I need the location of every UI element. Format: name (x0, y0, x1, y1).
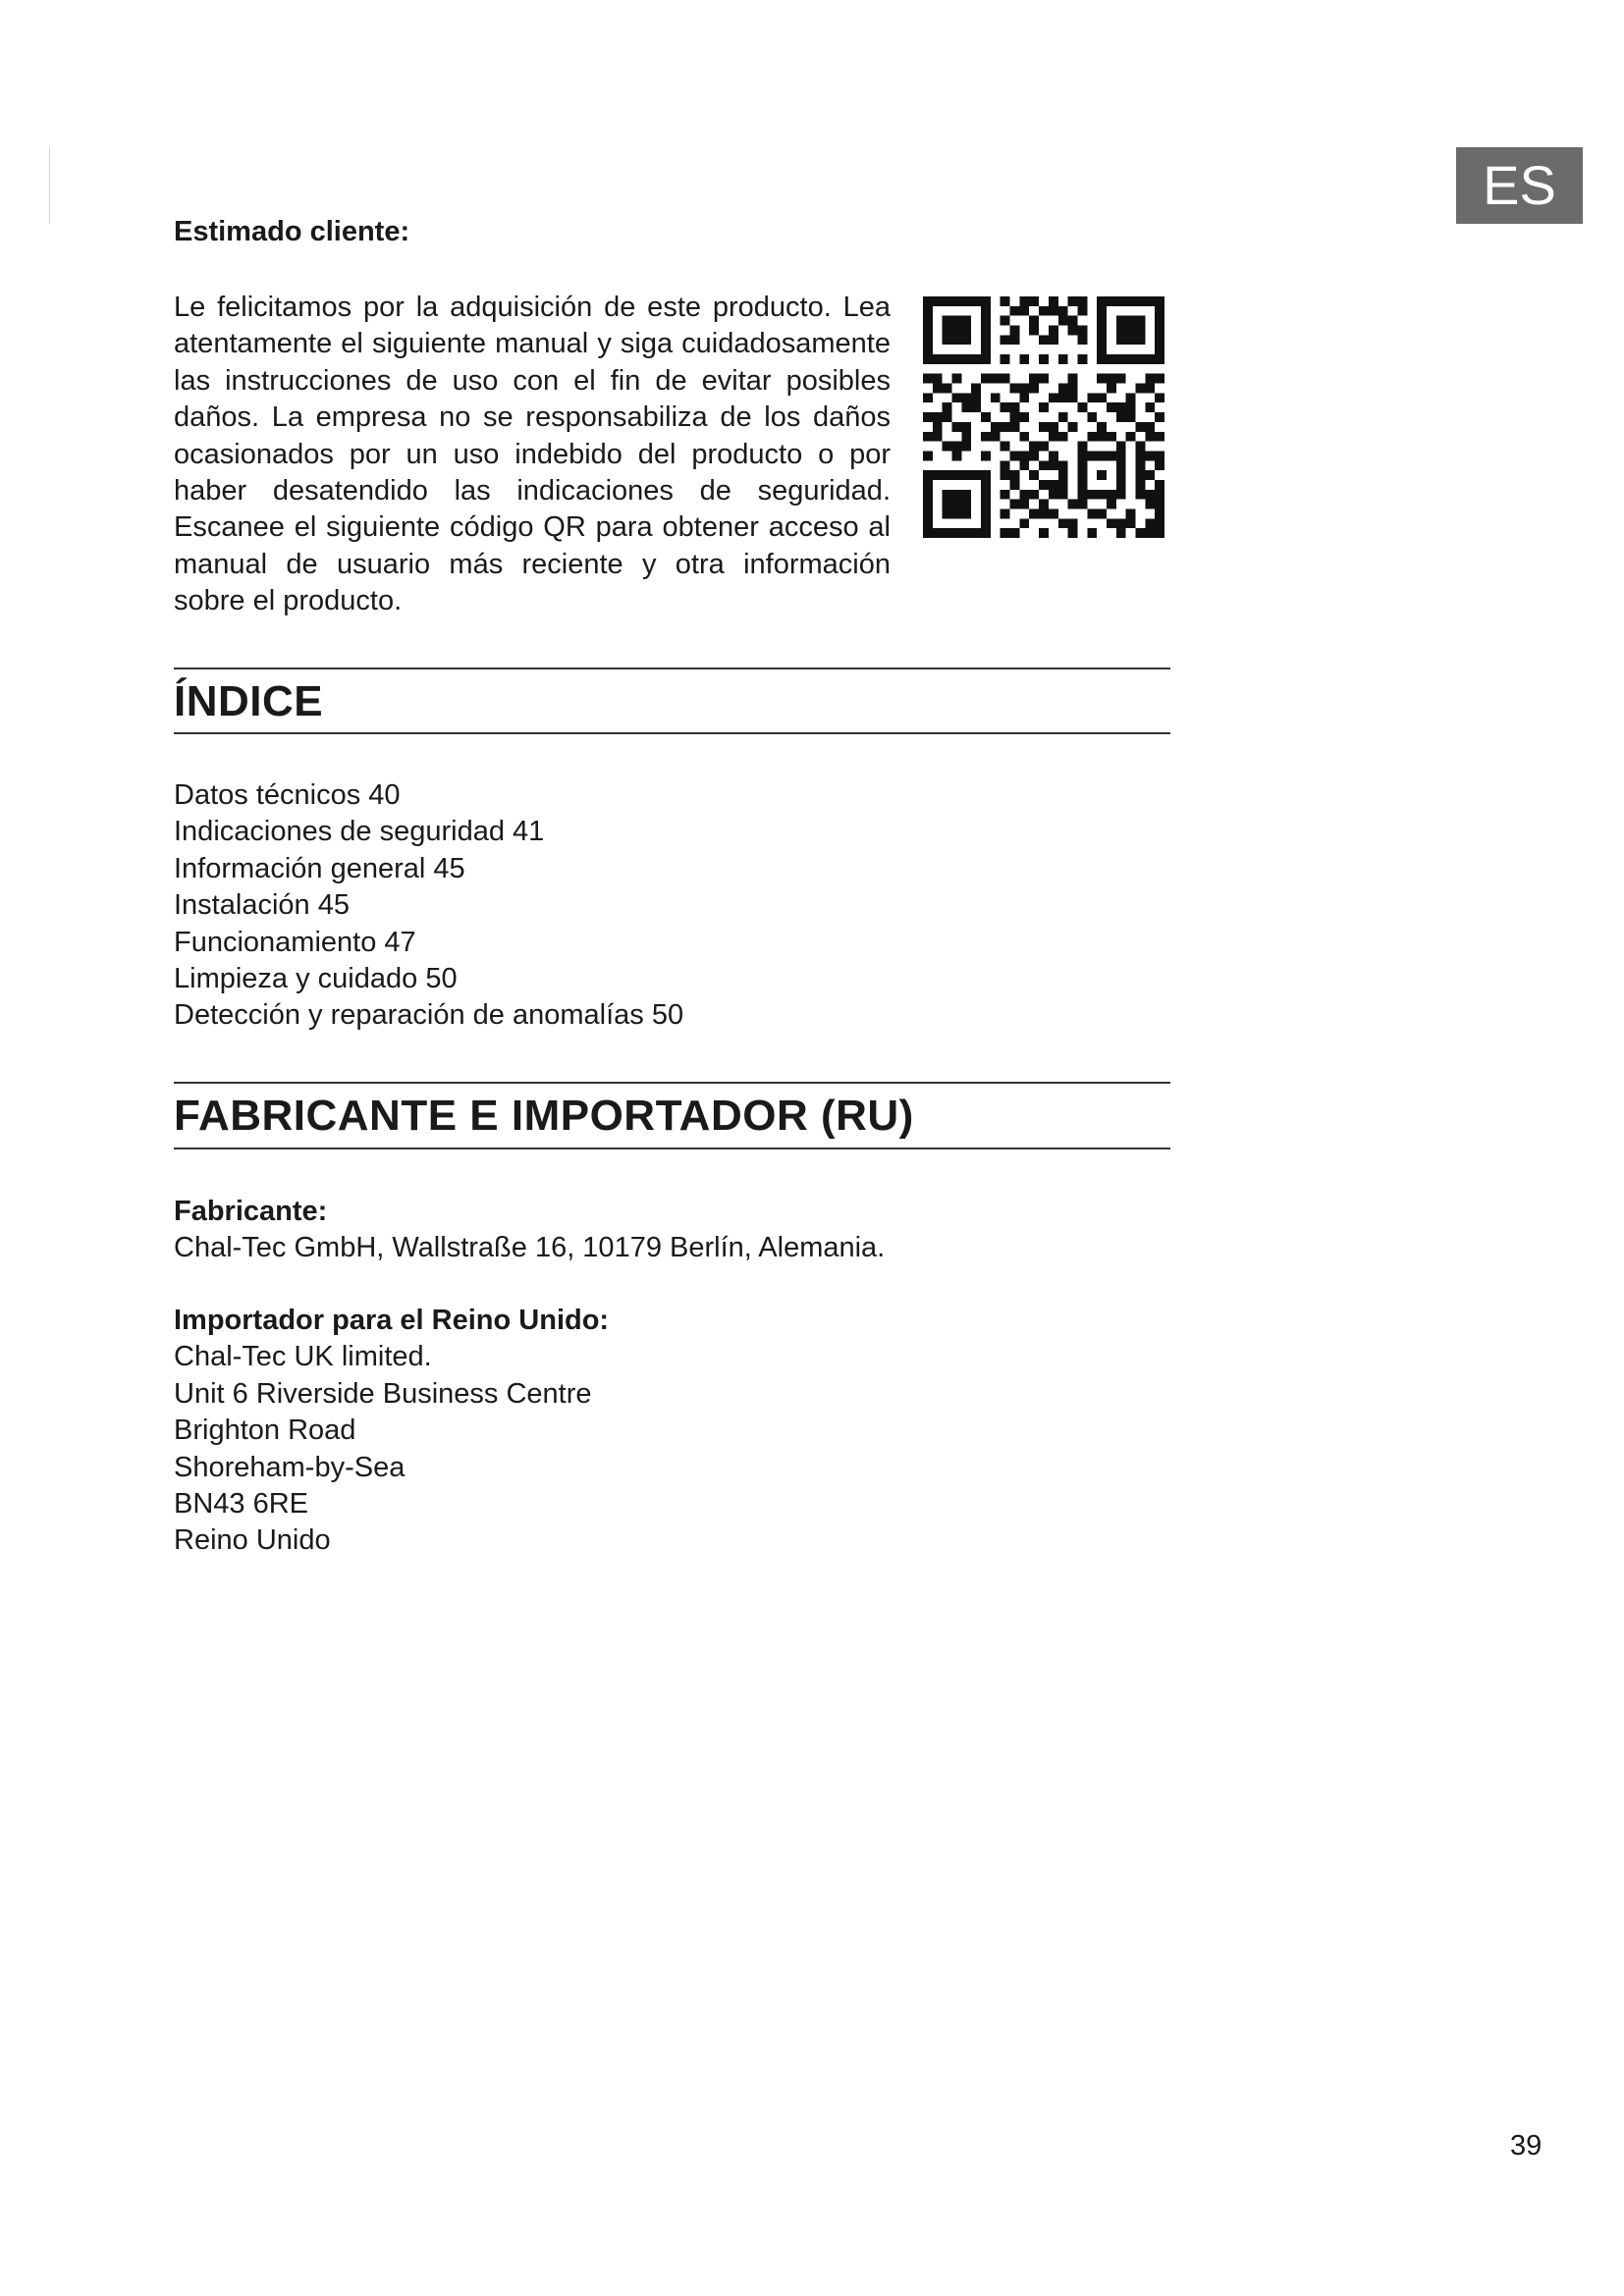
page-number: 39 (1510, 2130, 1543, 2162)
index-rule-top (174, 667, 1170, 669)
importer-address-line: Brighton Road (174, 1415, 356, 1447)
importer-block (174, 1303, 609, 1560)
index-rule-bottom (174, 732, 1170, 734)
intro-paragraph: Le felicitamos por la adquisición de este producto. Lea atentamente el siguiente manual y siga cuidadosamente las instrucciones de uso con el fin de evitar posibles daños. La empresa no se responsabiliza de los daños ocasionados por un uso indebido del producto o por haber desatendido las indicaciones de seguridad. Escanee el siguiente código QR para obtener acceso al manual de usuario más reciente y otra información sobre el producto. (174, 292, 891, 617)
toc-item[interactable]: Limpieza y cuidado 50 (174, 963, 458, 995)
importer-address-line: Reino Unido (174, 1524, 331, 1557)
toc-item[interactable]: Indicaciones de seguridad 41 (174, 816, 545, 848)
toc-item[interactable]: Información general 45 (174, 852, 465, 884)
index-title: ÍNDICE (174, 677, 324, 725)
margin-rule (49, 147, 50, 224)
importer-label: Importador para el Reino Unido: (174, 1305, 610, 1336)
greeting: Estimado cliente: (174, 216, 410, 247)
importer-address-line: BN43 6RE (174, 1488, 309, 1521)
toc-item[interactable]: Funcionamiento 47 (174, 926, 416, 958)
importer-address-line: Shoreham-by-Sea (174, 1451, 406, 1483)
table-of-contents (174, 777, 683, 1035)
manufacturer-address: Chal-Tec GmbH, Wallstraße 16, 10179 Berlín, Alemania. (174, 1232, 886, 1264)
language-tab: ES (1456, 147, 1583, 224)
importer-address-line: Unit 6 Riverside Business Centre (174, 1377, 592, 1410)
importer-address-line: Chal-Tec UK limited. (174, 1341, 432, 1373)
manufacturer-section-title: FABRICANTE E IMPORTADOR (RU) (174, 1092, 914, 1140)
qr-code[interactable] (923, 296, 1164, 538)
toc-item[interactable]: Datos técnicos 40 (174, 779, 401, 811)
toc-item[interactable]: Instalación 45 (174, 889, 350, 922)
toc-item[interactable]: Detección y reparación de anomalías 50 (174, 999, 684, 1032)
manufacturer-block (174, 1194, 885, 1267)
manufacturer-rule-top (174, 1082, 1170, 1084)
manufacturer-rule-bottom (174, 1148, 1170, 1149)
manufacturer-label: Fabricante: (174, 1196, 328, 1227)
